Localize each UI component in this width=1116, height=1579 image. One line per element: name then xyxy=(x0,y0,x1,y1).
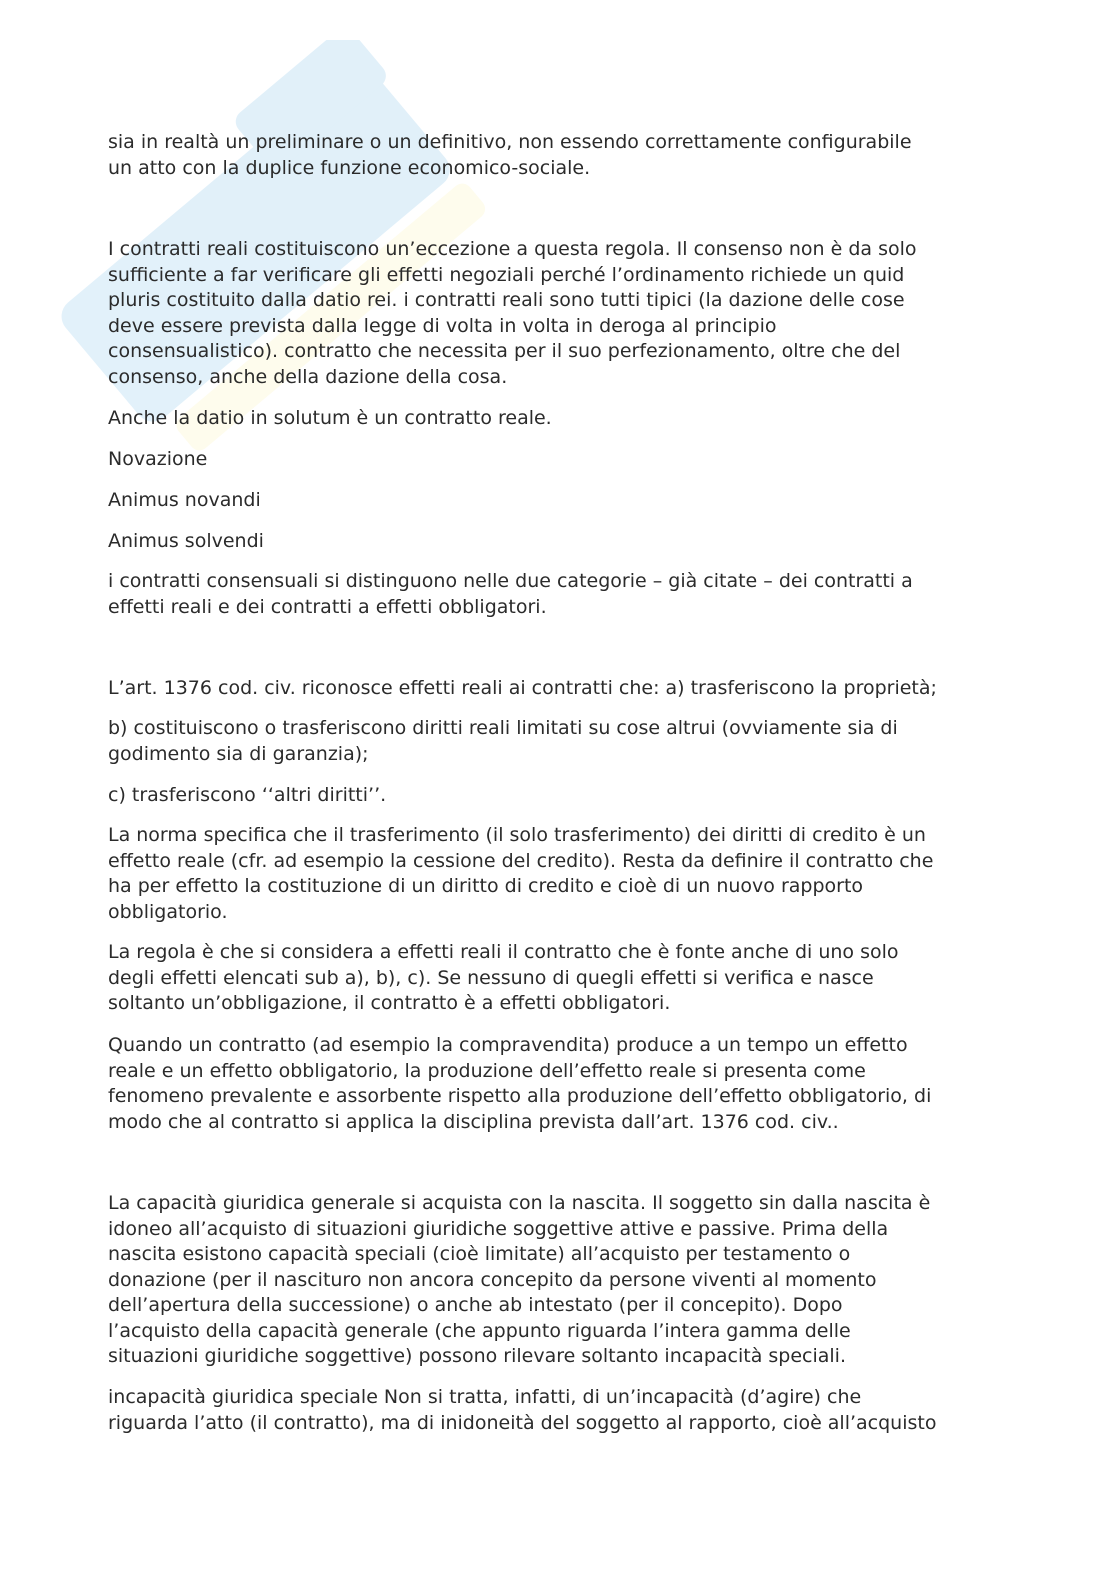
paragraph: Anche la datio in solutum è un contratto reale. xyxy=(108,407,552,429)
paragraph: Animus solvendi xyxy=(108,530,264,552)
paragraph: c) trasferiscono ‘‘altri diritti’’. xyxy=(108,784,387,806)
paragraph: La capacità giuridica generale si acquista con la nascita. Il soggetto sin dalla nascita è idoneo all’acquisto di situazioni giuridiche soggettive attive e passive. Prima della nascita esistono capacità speciali (cioè limitate) all’acquisto per testamento o donazione (per il nascituro non ancora concepito da persone viventi al momento dell’apertura della successione) o anche ab intestato (per il concepito). Dopo l’acquisto della capacità generale (che appunto riguarda l’intera gamma delle situazioni giuridiche soggettive) possono rilevare soltanto incapacità speciali. xyxy=(108,1192,931,1367)
paragraph: La norma specifica che il trasferimento (il solo trasferimento) dei diritti di credito è un effetto reale (cfr. ad esempio la cessione del credito). Resta da definire il contratto che ha per effetto la costituzione di un diritto di credito e cioè di un nuovo rapporto obbligatorio. xyxy=(108,824,934,923)
paragraph: Animus novandi xyxy=(108,489,261,511)
paragraph: b) costituiscono o trasferiscono diritti reali limitati su cose altrui (ovviamente sia di godimento sia di garanzia); xyxy=(108,717,898,765)
paragraph: Quando un contratto (ad esempio la compravendita) produce a un tempo un effetto reale e un effetto obbligatorio, la produzione dell’effetto reale si presenta come fenomeno prevalente e assorbente rispetto alla produzione dell’effetto obbligatorio, di modo che al contratto si applica la disciplina prevista dall’art. 1376 cod. civ.. xyxy=(108,1034,932,1133)
heading-novazione: Novazione xyxy=(108,448,208,470)
paragraph: incapacità giuridica speciale Non si tratta, infatti, di un’incapacità (d’agire) che riguarda l’atto (il contratto), ma di inidoneità del soggetto al rapporto, cioè all’acquisto xyxy=(108,1386,937,1434)
paragraph: I contratti reali costituiscono un’eccezione a questa regola. Il consenso non è da solo sufficiente a far verificare gli effetti negoziali perché l’ordinamento richiede un quid pluris costituito dalla datio rei. i contratti reali sono tutti tipici (la dazione delle cose deve essere prevista dalla legge di volta in volta in deroga al principio consensualistico). contratto che necessita per il suo perfezionamento, oltre che del consenso, anche della dazione della cosa. xyxy=(108,238,917,388)
paragraph: sia in realtà un preliminare o un definitivo, non essendo correttamente configurabile un atto con la duplice funzione economico-sociale. xyxy=(108,131,912,179)
paragraph: i contratti consensuali si distinguono nelle due categorie – già citate – dei contratti a effetti reali e dei contratti a effetti obbligatori. xyxy=(108,570,913,618)
paragraph: L’art. 1376 cod. civ. riconosce effetti reali ai contratti che: a) trasferiscono la proprietà; xyxy=(108,677,937,699)
paragraph: La regola è che si considera a effetti reali il contratto che è fonte anche di uno solo degli effetti elencati sub a), b), c). Se nessuno di quegli effetti si verifica e nasce soltanto un’obbligazione, il contratto è a effetti obbligatori. xyxy=(108,941,899,1014)
